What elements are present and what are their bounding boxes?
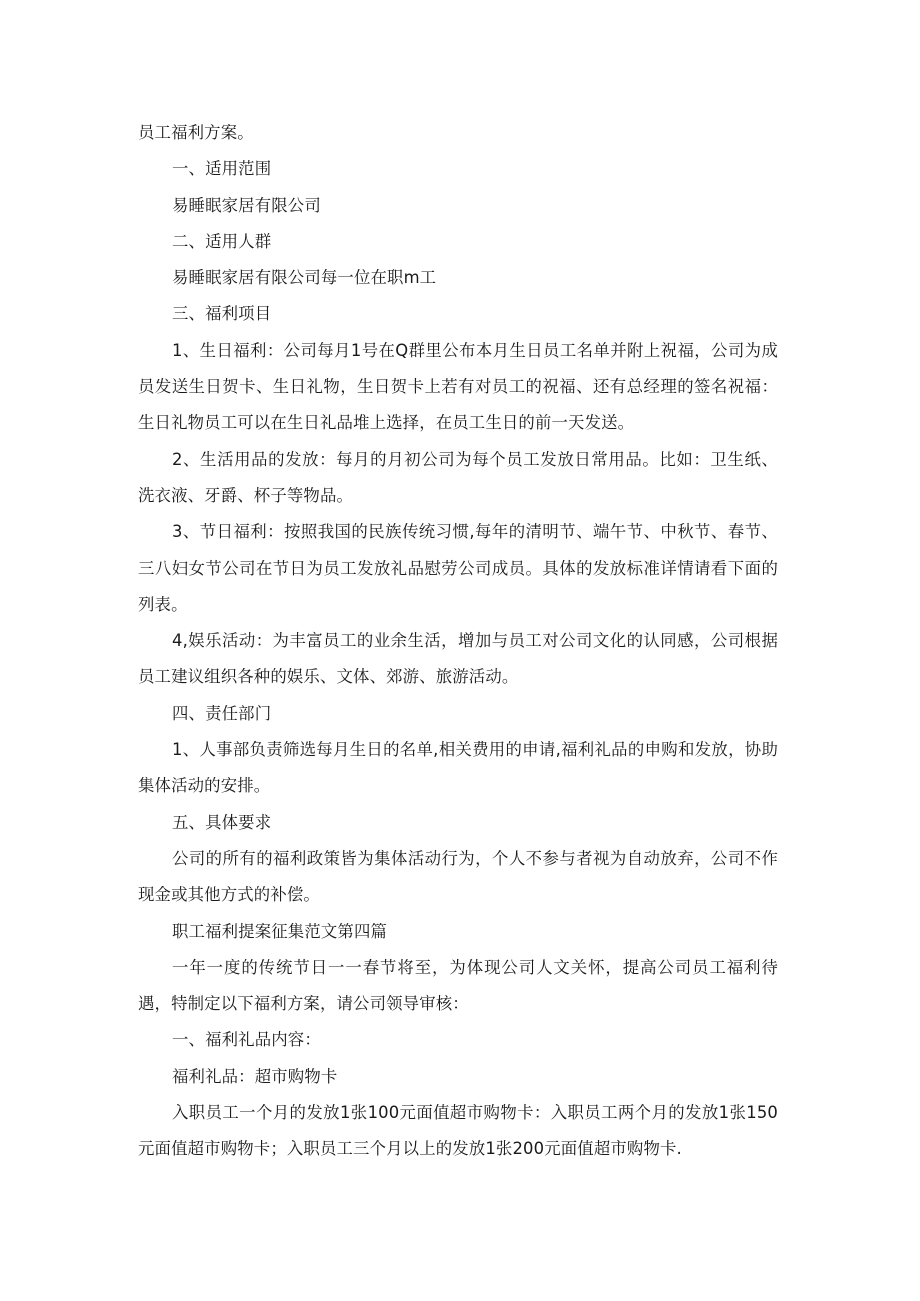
paragraph: 易睡眠家居有限公司每一位在职m工 <box>172 268 437 288</box>
section-heading-department: 四、责任部门 <box>172 703 272 723</box>
section-heading-items: 三、福利项目 <box>172 304 272 324</box>
paragraph-gift-amounts: 入职员工一个月的发放1张100元面值超市购物卡：入职员工两个月的发放1张150元面值超市购物卡；入职员工三个月以上的发放1张200元面值超市购物卡. <box>138 1103 778 1159</box>
section-heading-scope: 一、适用范围 <box>172 159 272 179</box>
article-title: 职工福利提案征集范文第四篇 <box>172 921 388 941</box>
paragraph-holiday-benefit: 3、节日福利：按照我国的民族传统习惯,每年的清明节、端午节、中秋节、春节、三八妇女节公司在节日为员工发放礼品慰劳公司成员。具体的发放标准详情请看下面的列表。 <box>138 522 778 614</box>
paragraph: 易睡眠家居有限公司 <box>172 195 321 215</box>
section-heading-gift-content: 一、福利礼品内容： <box>172 1030 321 1050</box>
paragraph-policy: 公司的所有的福利政策皆为集体活动行为，个人不参与者视为自动放弃，公司不作现金或其他方式的补偿。 <box>138 848 778 905</box>
document-body <box>138 115 778 1168</box>
paragraph-daily-supplies: 2、生活用品的发放：每月的月初公司为每个员工发放日常用品。比如：卫生纸、洗衣液、牙爵、杯子等物品。 <box>138 449 778 505</box>
paragraph-birthday-benefit: 1、生日福利：公司每月1号在Q群里公布本月生日员工名单并附上祝福，公司为成员发送生日贺卡、生日礼物，生日贺卡上若有对员工的祝福、还有总经理的签名祝福：生日礼物员工可以在生日礼品堆上选择，在员工生日的前一天发送。 <box>138 340 778 433</box>
paragraph-gift-type: 福利礼品：超市购物卡 <box>172 1066 338 1086</box>
paragraph: 员工福利方案。 <box>138 123 254 142</box>
section-heading-audience: 二、适用人群 <box>172 231 272 251</box>
paragraph-entertainment: 4,娱乐活动：为丰富员工的业余生活，增加与员工对公司文化的认同感，公司根据员工建议组织各种的娱乐、文体、郊游、旅游活动。 <box>138 631 778 687</box>
section-heading-requirements: 五、具体要求 <box>172 812 272 832</box>
paragraph-hr-duties: 1、人事部负责筛选每月生日的名单,相关费用的申请,福利礼品的申购和发放，协助集体活动的安排。 <box>138 740 778 796</box>
paragraph-intro: 一年一度的传统节日一一春节将至，为体现公司人文关怀，提高公司员工福利待遇，特制定以下福利方案，请公司领导审核： <box>138 957 778 1014</box>
